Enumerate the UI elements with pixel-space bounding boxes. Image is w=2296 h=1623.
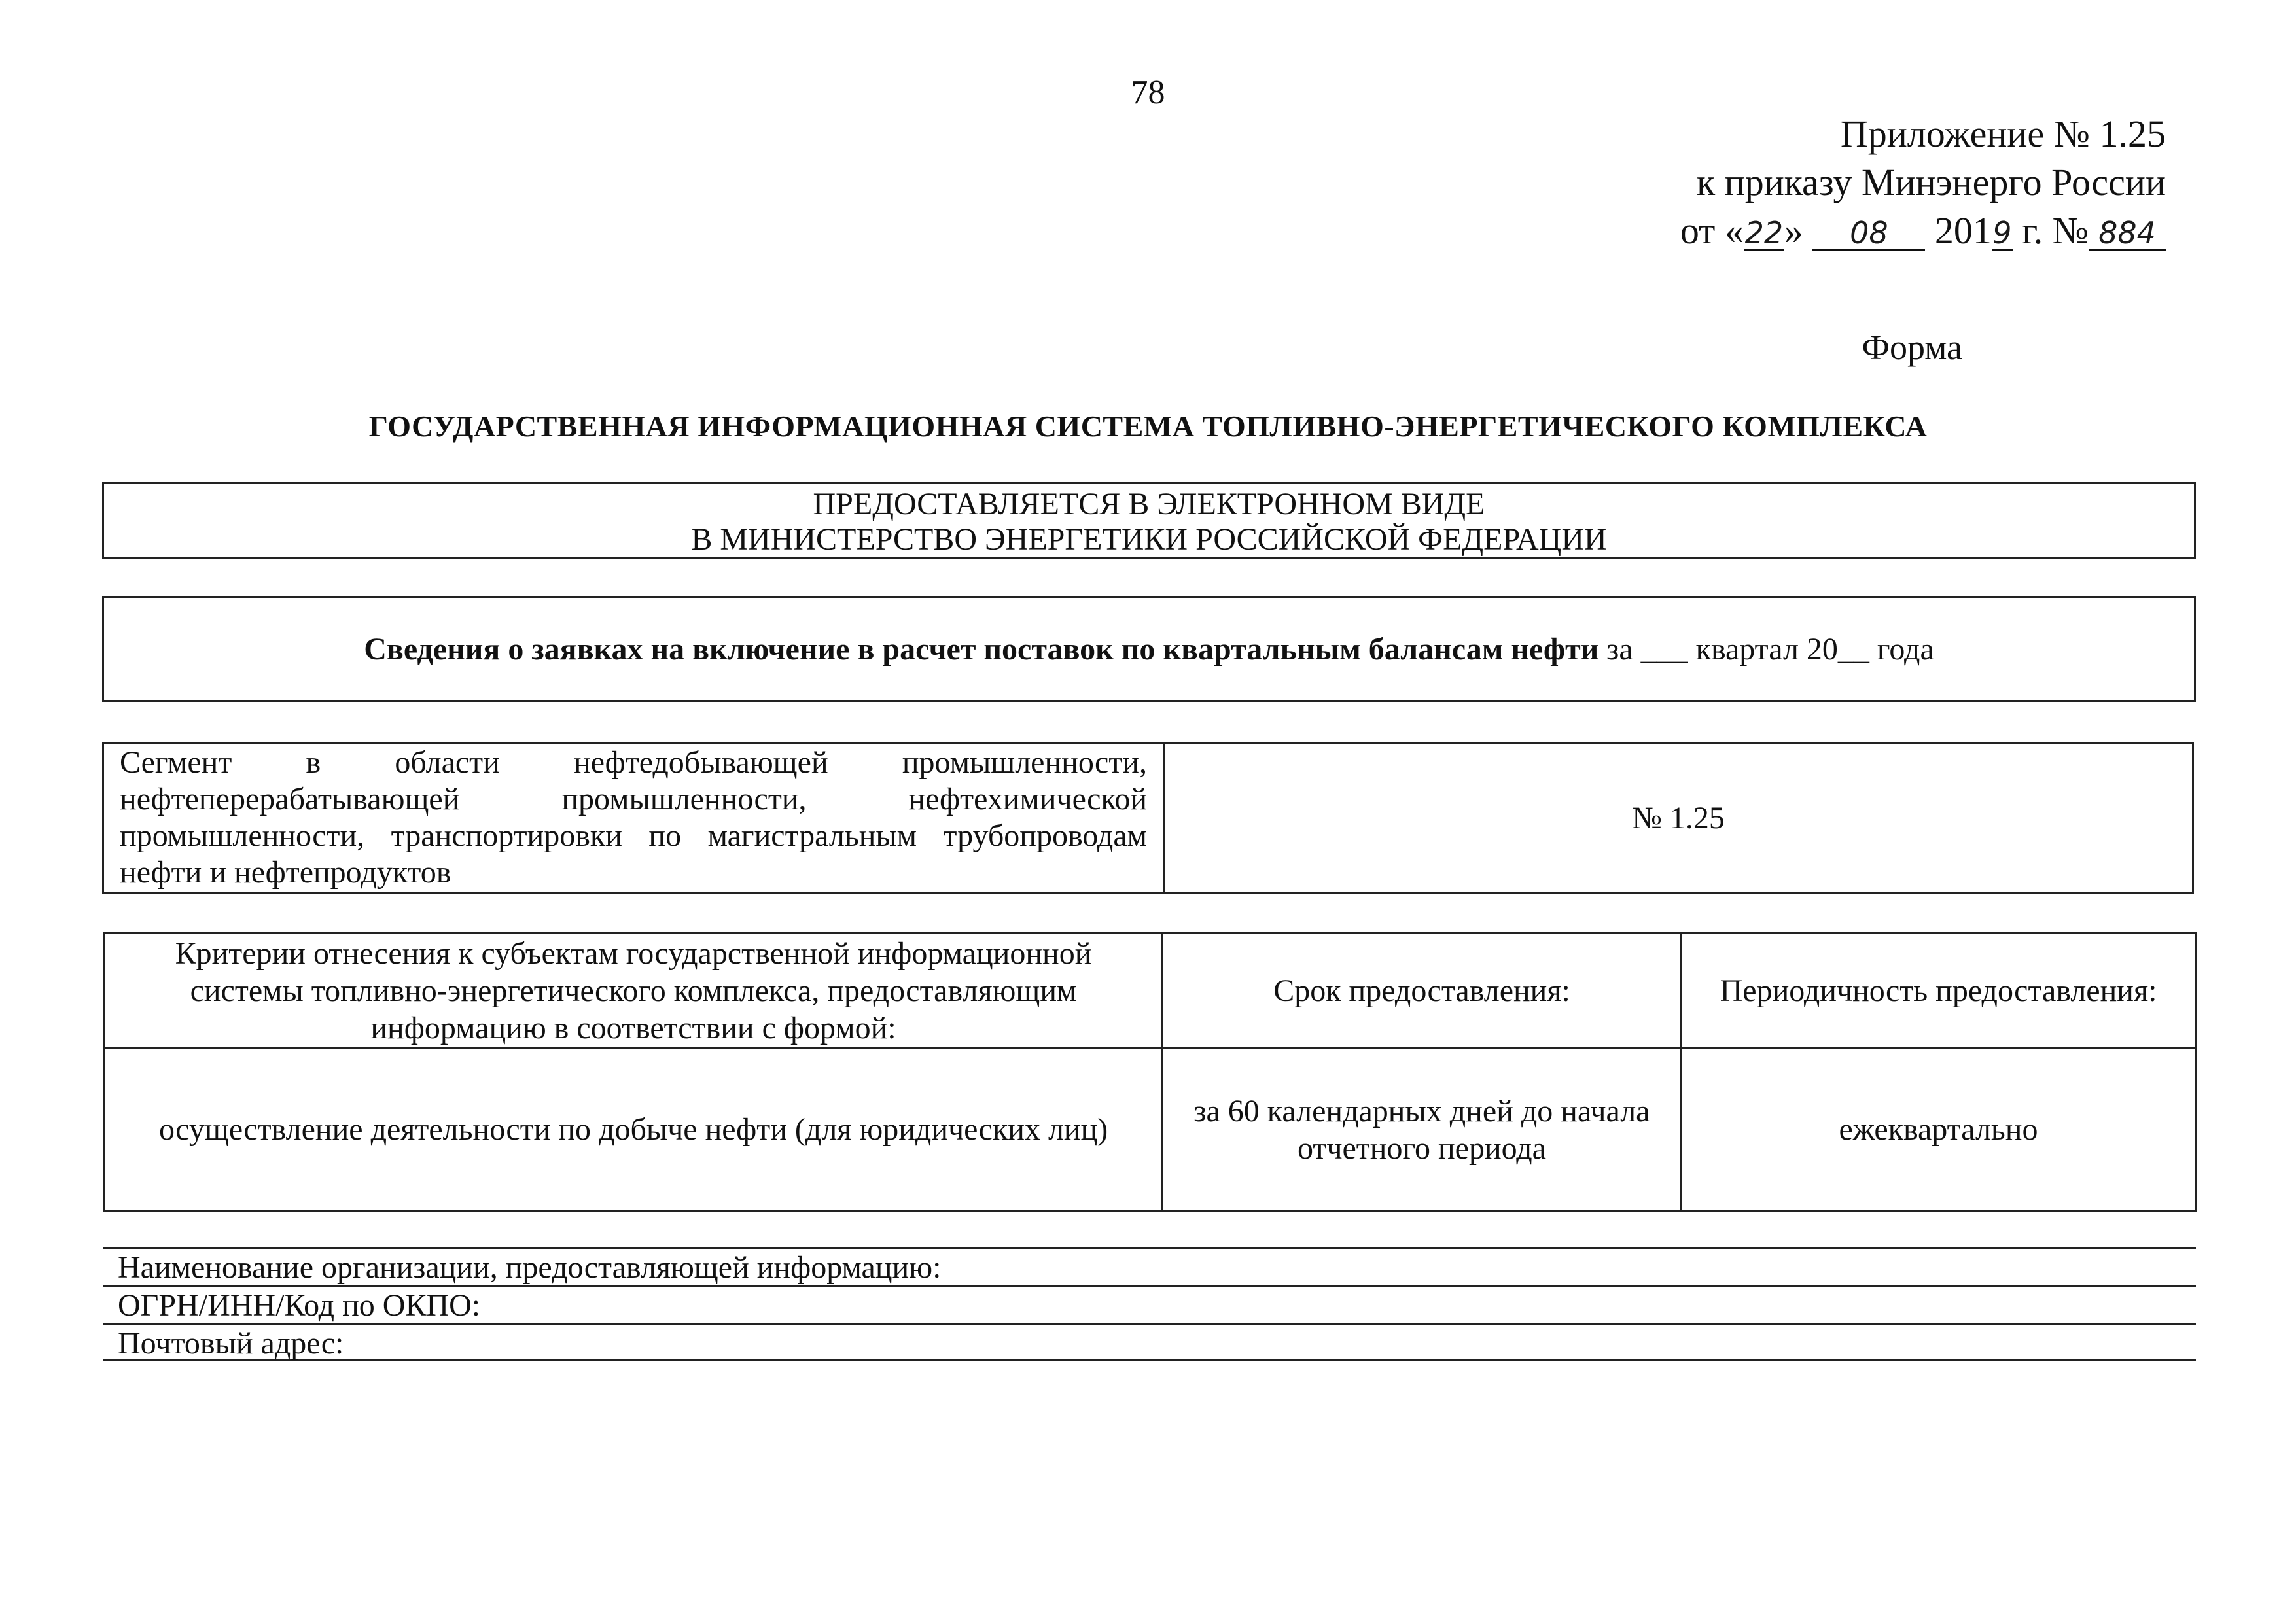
- header-periodicity: Периодичность предоставления:: [1682, 933, 2196, 1049]
- handwritten-month: 08: [1812, 217, 1925, 251]
- cell-criteria: осуществление деятельности по добыче нефти (для юридических лиц): [105, 1049, 1163, 1211]
- postal-address-line: Почтовый адрес:: [103, 1323, 2196, 1361]
- electronic-submission-box: [102, 482, 2196, 559]
- handwritten-year-digit: 9: [1992, 215, 2012, 251]
- year-prefix: 201: [1934, 209, 1992, 252]
- electronic-line-1: ПРЕДОСТАВЛЯЕТСЯ В ЭЛЕКТРОННОМ ВИДЕ: [813, 487, 1485, 521]
- handwritten-day: 22: [1744, 215, 1784, 251]
- segment-table: [102, 742, 2194, 894]
- appendix-title: Приложение № 1.25: [1840, 113, 2166, 155]
- date-mid: »: [1784, 209, 1803, 252]
- ogrn-inn-line: ОГРН/ИНН/Код по ОКПО:: [103, 1285, 2196, 1323]
- page-number: 78: [1131, 74, 1165, 111]
- table-row: [105, 1049, 2196, 1211]
- cell-periodicity: ежеквартально: [1682, 1049, 2196, 1211]
- cell-deadline: за 60 календарных дней до начала отчетного периода: [1163, 1049, 1682, 1211]
- year-suffix: г. №: [2012, 209, 2089, 252]
- date-prefix: от «: [1680, 209, 1744, 252]
- report-title-period: за ___ квартал 20__ года: [1598, 631, 1934, 667]
- appendix-header: [1636, 110, 2166, 255]
- electronic-line-2: В МИНИСТЕРСТВО ЭНЕРГЕТИКИ РОССИЙСКОЙ ФЕДЕРАЦИИ: [691, 522, 1607, 557]
- table-header-row: [105, 933, 2196, 1049]
- segment-description: Сегмент в области нефтедобывающей промышленности, нефтеперерабатывающей промышленности, нефтехимической промышленности, транспортировки по магистральным трубопроводам нефти и нефтепродуктов: [103, 743, 1164, 893]
- system-title: ГОСУДАРСТВЕННАЯ ИНФОРМАЦИОННАЯ СИСТЕМА ТОПЛИВНО-ЭНЕРГЕТИЧЕСКОГО КОМПЛЕКСА: [368, 410, 1928, 443]
- form-label: Форма: [1862, 328, 1962, 367]
- organization-name-line: Наименование организации, предоставляющей информацию:: [103, 1247, 2196, 1285]
- handwritten-order-number: 884: [2089, 217, 2166, 251]
- report-title-bold: Сведения о заявках на включение в расчет поставок по квартальным балансам нефти: [364, 631, 1599, 667]
- header-deadline: Срок предоставления:: [1163, 933, 1682, 1049]
- appendix-date-line: [1636, 207, 2166, 255]
- form-number: № 1.25: [1164, 743, 2193, 893]
- criteria-table: [103, 932, 2197, 1212]
- report-title-box: [102, 596, 2196, 702]
- header-criteria: Критерии отнесения к субъектам государственной информационной системы топливно-энергетического комплекса, предоставляющим информацию в соответствии с формой:: [105, 933, 1163, 1049]
- appendix-order: к приказу Минэнерго России: [1697, 161, 2166, 203]
